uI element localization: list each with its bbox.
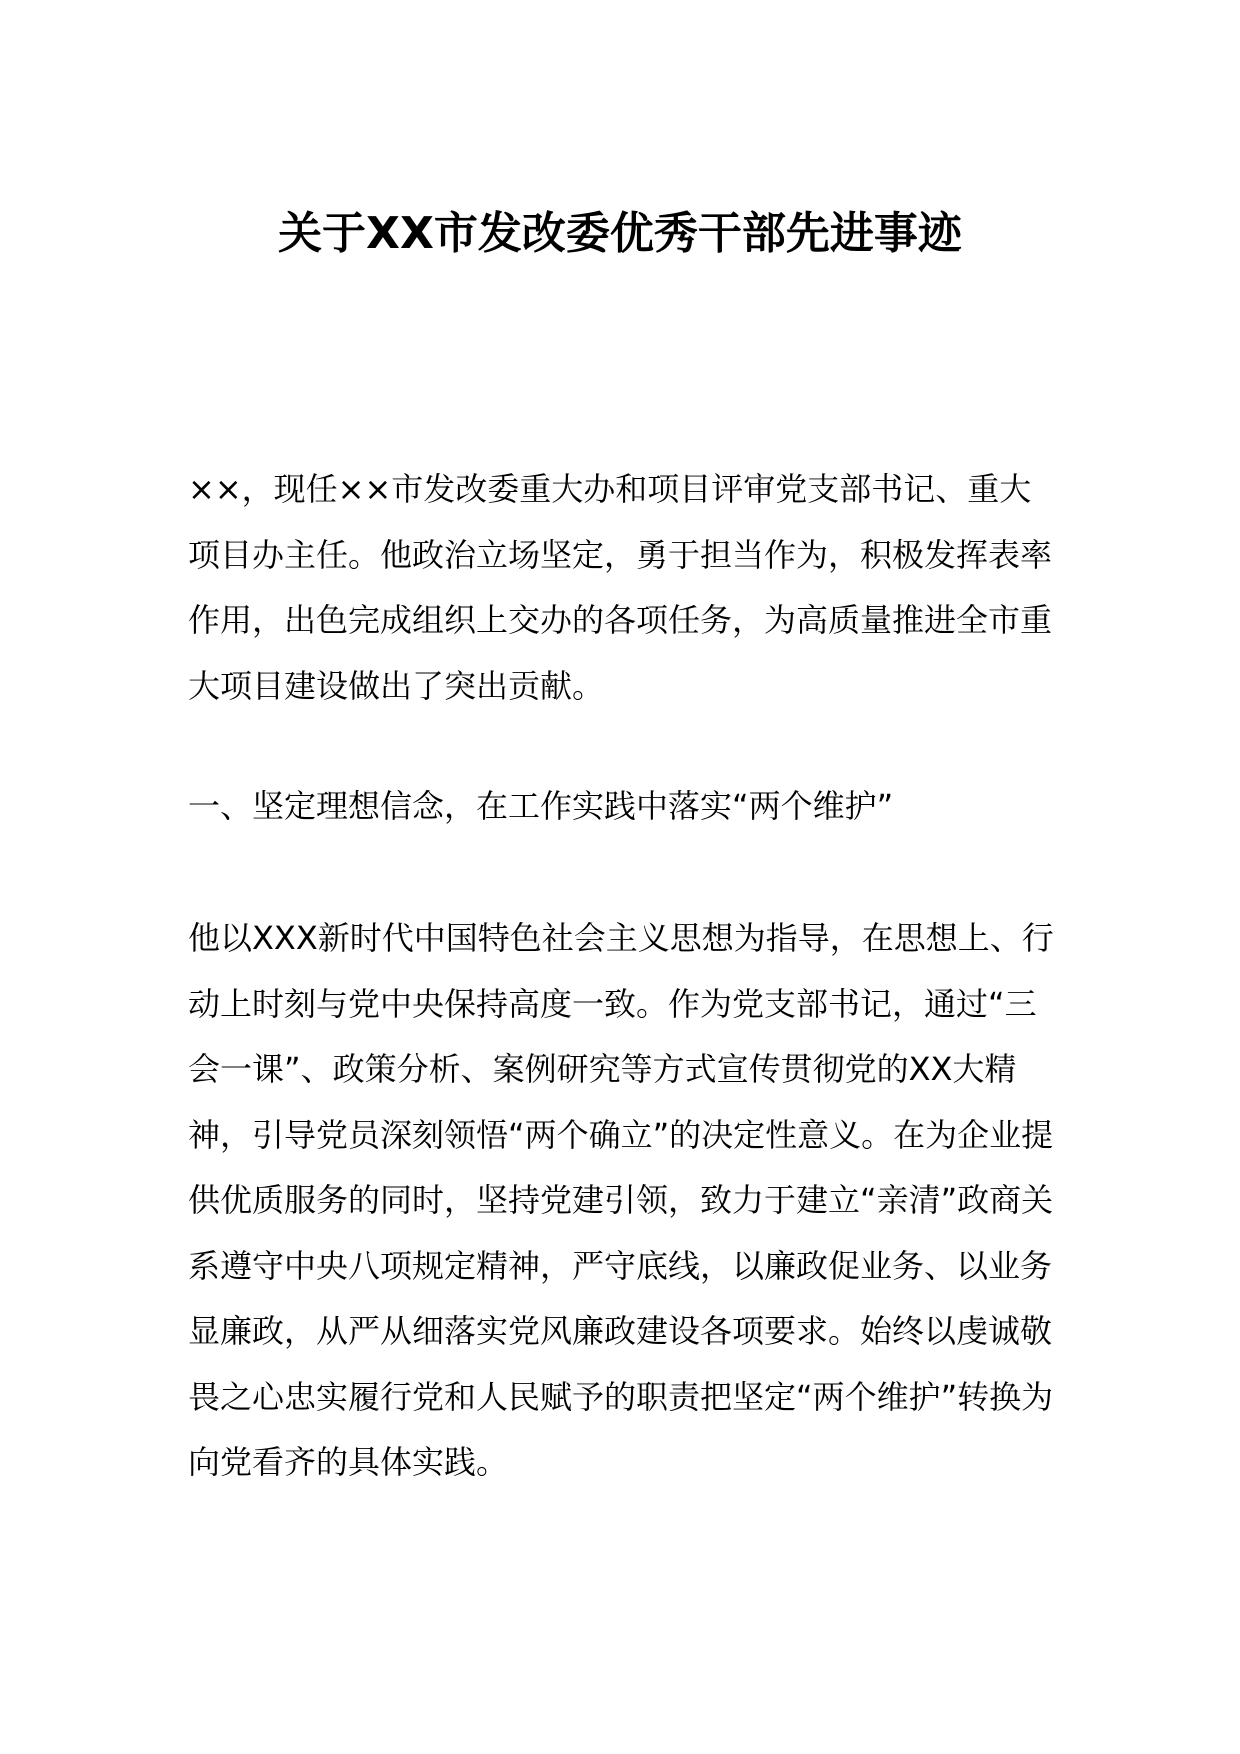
section-paragraph: 他以XXX新时代中国特色社会主义思想为指导，在思想上、行动上时刻与党中央保持高度一致。作为党支部书记，通过“三会一课”、政策分析、案例研究等方式宣传贯彻党的XX大精神，引导党员深刻领悟“两个确立”的决定性意义。在为企业提供优质服务的同时，坚持党建引领，致力于建立“亲清”政商关系遵守中央八项规定精神，严守底线，以廉政促业务、以业务显廉政，从严从细落实党风廉政建设各项要求。始终以虔诚敬畏之心忠实履行党和人民赋予的职责把坚定“两个维护”转换为向党看齐的具体实践。 [188, 919, 1054, 1481]
intro-paragraph: ××，现任××市发改委重大办和项目评审党支部书记、重大项目办主任。他政治立场坚定，勇于担当作为，积极发挥表率作用，出色完成组织上交办的各项任务，为高质量推进全市重大项目建设做出了突出贡献。 [188, 470, 1053, 705]
section-heading: 一、坚定理想信念，在工作实践中落实“两个维护” [188, 787, 894, 825]
document-title: 关于XX市发改委优秀干部先进事迹 [278, 208, 962, 259]
